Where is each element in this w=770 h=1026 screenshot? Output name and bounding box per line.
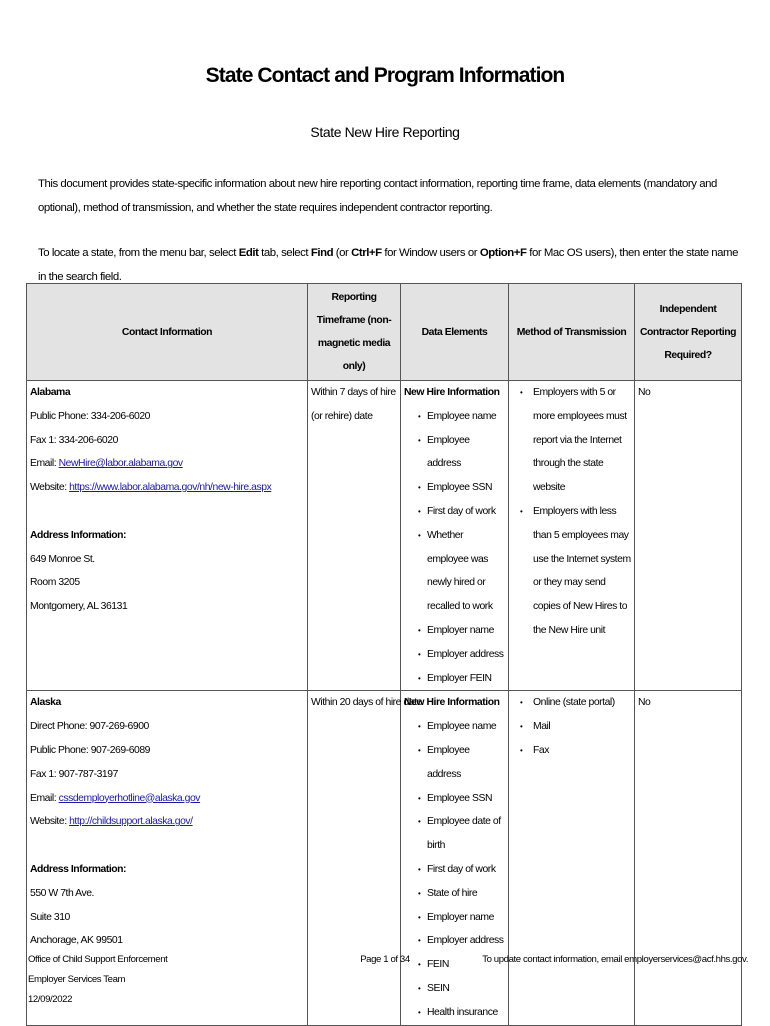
alabama-data-item: • First day of work <box>404 500 505 524</box>
header-reporting-timeframe: Reporting Timeframe (non-magnetic media only) <box>308 284 401 381</box>
alabama-method-item: • Employers with less than 5 employees may use the Internet system or they may send copies of New Hires to the New Hire unit <box>512 500 631 643</box>
alabama-contractor-value: No <box>638 387 651 398</box>
alabama-email-link[interactable]: NewHire@labor.alabama.gov <box>58 458 183 470</box>
alaska-address-line-1: 550 W 7th Ave. <box>30 887 94 899</box>
state-info-table <box>26 283 742 1026</box>
howto-ctrlf: Ctrl+F <box>351 247 382 259</box>
howto-optionf: Option+F <box>479 247 527 259</box>
alaska-data-item: • Employer address <box>404 929 505 953</box>
header-data-elements: Data Elements <box>401 284 509 381</box>
howto-find: Find <box>310 247 334 259</box>
footer-page-number: Page 1 of 34 <box>360 954 410 965</box>
alaska-website-label: Website: <box>30 816 70 828</box>
alabama-fax: Fax 1: 334-206-6020 <box>30 434 118 446</box>
alabama-data-item: • Employer name <box>404 619 505 643</box>
alaska-address-line-3: Anchorage, AK 99501 <box>30 935 123 947</box>
alaska-email-line <box>30 787 304 811</box>
header-independent-contractor: Independent Contractor Reporting Required? <box>635 284 742 381</box>
document-subtitle: State New Hire Reporting <box>310 124 460 140</box>
alaska-data-item: • First day of work <box>404 858 505 882</box>
alabama-address-line-2: Room 3205 <box>30 577 80 589</box>
alaska-address-line-2: Suite 310 <box>30 911 70 923</box>
alabama-address-line-3: Montgomery, AL 36131 <box>30 601 128 613</box>
howto-text-5: for Mac OS users), then enter the state name in the search field. <box>38 247 738 283</box>
alabama-email-label: Email: <box>30 458 59 470</box>
alabama-state-name: Alabama <box>30 387 71 398</box>
alabama-data-item: • Employee SSN <box>404 476 505 500</box>
alaska-website-link[interactable]: http://childsupport.alaska.gov/ <box>69 816 193 828</box>
footer-update-note: To update contact information, email employerservices@acf.hhs.gov. <box>482 954 748 965</box>
alaska-data-item: • Employee address <box>404 739 505 787</box>
footer-office: Office of Child Support Enforcement <box>28 954 168 965</box>
howto-text-1: To locate a state, from the menu bar, select <box>38 247 239 259</box>
intro-paragraph: This document provides state-specific information about new hire reporting contact information, reporting time frame, data elements (mandatory and optional), method of transmission, and whether the state requires independent contractor reporting. <box>38 178 717 214</box>
alaska-data-elements-cell <box>401 691 509 1025</box>
alabama-data-elements-cell <box>401 381 509 691</box>
alabama-data-item: • Employee name <box>404 405 505 429</box>
alabama-address-line-1: 649 Monroe St. <box>30 553 95 565</box>
alaska-contractor-cell <box>635 691 742 1025</box>
alaska-method-item: • Fax <box>512 739 631 763</box>
alaska-timeframe-cell <box>308 691 422 1025</box>
alabama-method-cell <box>509 381 635 691</box>
howto-text-2: tab, select <box>258 247 311 259</box>
alaska-method-cell <box>509 691 635 1025</box>
alaska-email-label: Email: <box>30 792 59 804</box>
howto-edit: Edit <box>238 247 259 259</box>
alaska-data-item: • SEIN <box>404 977 505 1001</box>
header-method-of-transmission: Method of Transmission <box>509 284 635 381</box>
alabama-data-item: • Employer address <box>404 643 505 667</box>
alaska-method-item: • Online (state portal) <box>512 691 631 715</box>
alaska-state-name: Alaska <box>30 697 61 709</box>
alaska-direct-phone: Direct Phone: 907-269-6900 <box>30 721 149 733</box>
alabama-data-item: • Employer FEIN <box>404 667 505 691</box>
alaska-email-link[interactable]: cssdemployerhotline@alaska.gov <box>58 792 201 804</box>
alabama-website-link[interactable]: https://www.labor.alabama.gov/nh/new-hire.aspx <box>69 482 272 494</box>
alaska-data-item: • Employee SSN <box>404 787 505 811</box>
alabama-contact-cell <box>27 381 308 691</box>
alabama-address-header: Address Information: <box>30 529 127 541</box>
alabama-timeframe: Within 7 days of hire (or rehire) date <box>311 387 396 422</box>
alaska-data-item: • Health insurance <box>404 1001 505 1025</box>
alabama-email-line <box>30 452 304 476</box>
alaska-data-item: • Employer name <box>404 906 505 930</box>
alaska-website-line <box>30 810 304 834</box>
alabama-data-item: • Employee address <box>404 429 505 477</box>
alabama-website-label: Website: <box>30 482 70 494</box>
footer-date: 12/09/2022 <box>28 994 73 1005</box>
alabama-timeframe-cell <box>308 381 401 691</box>
alabama-website-line <box>30 476 304 500</box>
alaska-fax: Fax 1: 907-787-3197 <box>30 768 118 780</box>
document-title: State Contact and Program Information <box>205 64 565 87</box>
search-instructions <box>38 241 738 289</box>
footer-team: Employer Services Team <box>28 974 126 985</box>
table-header-row <box>27 284 742 381</box>
alabama-data-item: • Whether employee was newly hired or recalled to work <box>404 524 505 619</box>
alaska-data-item: • State of hire <box>404 882 505 906</box>
header-contact-information: Contact Information <box>27 284 308 381</box>
alaska-address-header: Address Information: <box>30 863 127 875</box>
alaska-data-item: • Employee name <box>404 715 505 739</box>
alaska-contractor-value: No <box>638 697 651 709</box>
alaska-public-phone: Public Phone: 907-269-6089 <box>30 744 151 756</box>
alaska-data-item: • FEIN <box>404 953 505 977</box>
alaska-data-item: • Employee date of birth <box>404 810 505 858</box>
table-row-alabama <box>27 381 742 691</box>
alabama-method-item: • Employers with 5 or more employees must report via the Internet through the state website <box>512 381 631 500</box>
alaska-timeframe: Within 20 days of hire date <box>311 697 422 709</box>
alaska-method-item: • Mail <box>512 715 631 739</box>
alabama-data-header: New Hire Information <box>404 387 500 398</box>
alaska-data-header: New Hire Information <box>404 697 500 709</box>
alabama-public-phone: Public Phone: 334-206-6020 <box>30 410 151 422</box>
howto-text-3: (or <box>333 247 352 259</box>
alabama-contractor-cell <box>635 381 742 691</box>
howto-text-4: for Window users or <box>381 247 480 259</box>
